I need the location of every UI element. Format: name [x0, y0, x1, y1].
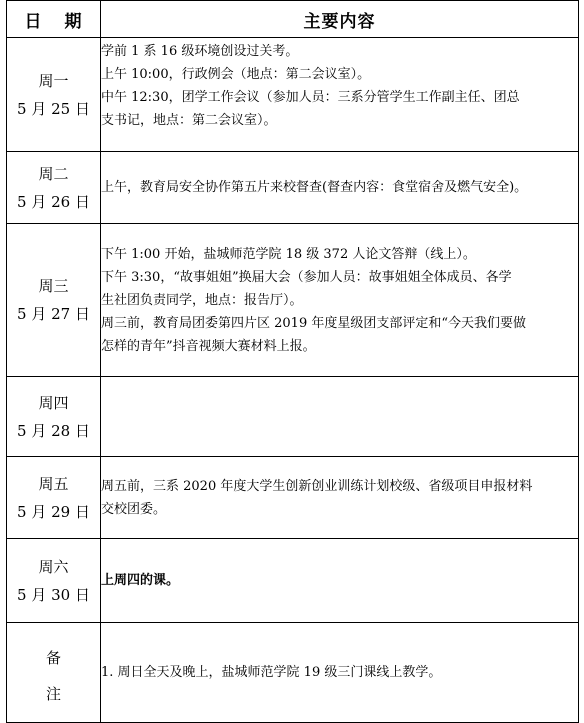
remark-row [7, 623, 579, 723]
header-date-second: 期 [64, 11, 83, 32]
header-content: 主要内容 [101, 1, 579, 38]
weekday-label: 周五 [38, 474, 69, 493]
content-line: 生社团负责同学，地点：报告厅）。 [101, 292, 303, 308]
content-line: 周五前，三系 2020 年度大学生创新创业训练计划校级、省级项目申报材料 [101, 478, 533, 494]
content-line: 交校团委。 [101, 501, 167, 517]
remark-line: 1. 周日全天及晚上，盐城师范学院 19 级三门课线上教学。 [101, 665, 442, 680]
header-row [7, 1, 579, 38]
content-cell-empty [101, 377, 579, 457]
weekday-label: 周二 [38, 164, 69, 183]
schedule-row-thursday [7, 377, 579, 457]
content-cell [101, 224, 579, 377]
content-line: 支书记，地点：第二会议室）。 [101, 113, 277, 128]
schedule-table [6, 0, 579, 723]
date-label: 5 月 29 日 [17, 502, 90, 521]
date-cell [7, 539, 101, 623]
content-line: 上午，教育局安全协作第五片来校督查(督查内容：食堂宿舍及燃气安全)。 [101, 180, 528, 195]
schedule-row-monday [7, 38, 579, 152]
date-cell [7, 152, 101, 224]
schedule-row-wednesday [7, 224, 579, 377]
date-cell [7, 457, 101, 539]
remark-label-second: 注 [45, 684, 61, 703]
date-cell [7, 377, 101, 457]
date-label: 5 月 27 日 [17, 305, 90, 323]
weekday-label: 周六 [38, 557, 69, 576]
content-line: 下午 3:30，“故事姐姐”换届大会（参加人员：故事姐姐全体成员、各学 [101, 269, 512, 285]
content-cell [101, 457, 579, 539]
date-cell [7, 224, 101, 377]
remark-label-cell [7, 623, 101, 723]
schedule-row-tuesday [7, 152, 579, 224]
content-line: 中午 12:30，团学工作会议（参加人员：三系分管学生工作副主任、团总 [101, 90, 520, 105]
remark-content-cell [101, 623, 579, 723]
remark-label-first: 备 [45, 648, 61, 667]
content-line: 周三前，教育局团委第四片区 2019 年度星级团支部评定和“今天我们要做 [101, 315, 526, 331]
weekday-label: 周三 [38, 277, 69, 295]
content-line: 上午 10:00，行政例会（地点：第二会议室）。 [101, 67, 371, 82]
date-label: 5 月 25 日 [17, 99, 90, 118]
content-line: 怎样的青年”抖音视频大赛材料上报。 [101, 338, 316, 354]
schedule-row-friday [7, 457, 579, 539]
date-label: 5 月 26 日 [17, 192, 90, 211]
header-date [7, 1, 101, 38]
content-line: 下午 1:00 开始，盐城师范学院 18 级 372 人论文答辩（线上）。 [101, 246, 476, 262]
content-line-bold: 上周四的课。 [101, 573, 180, 588]
schedule-row-saturday [7, 539, 579, 623]
weekday-label: 周一 [38, 71, 69, 90]
content-cell [101, 38, 579, 152]
date-label: 5 月 28 日 [17, 421, 90, 440]
content-cell [101, 539, 579, 623]
date-cell [7, 38, 101, 152]
content-cell [101, 152, 579, 224]
header-date-first: 日 [24, 11, 43, 32]
content-line: 学前 1 系 16 级环境创设过关考。 [101, 44, 299, 59]
weekday-label: 周四 [38, 393, 69, 412]
date-label: 5 月 30 日 [17, 585, 90, 604]
